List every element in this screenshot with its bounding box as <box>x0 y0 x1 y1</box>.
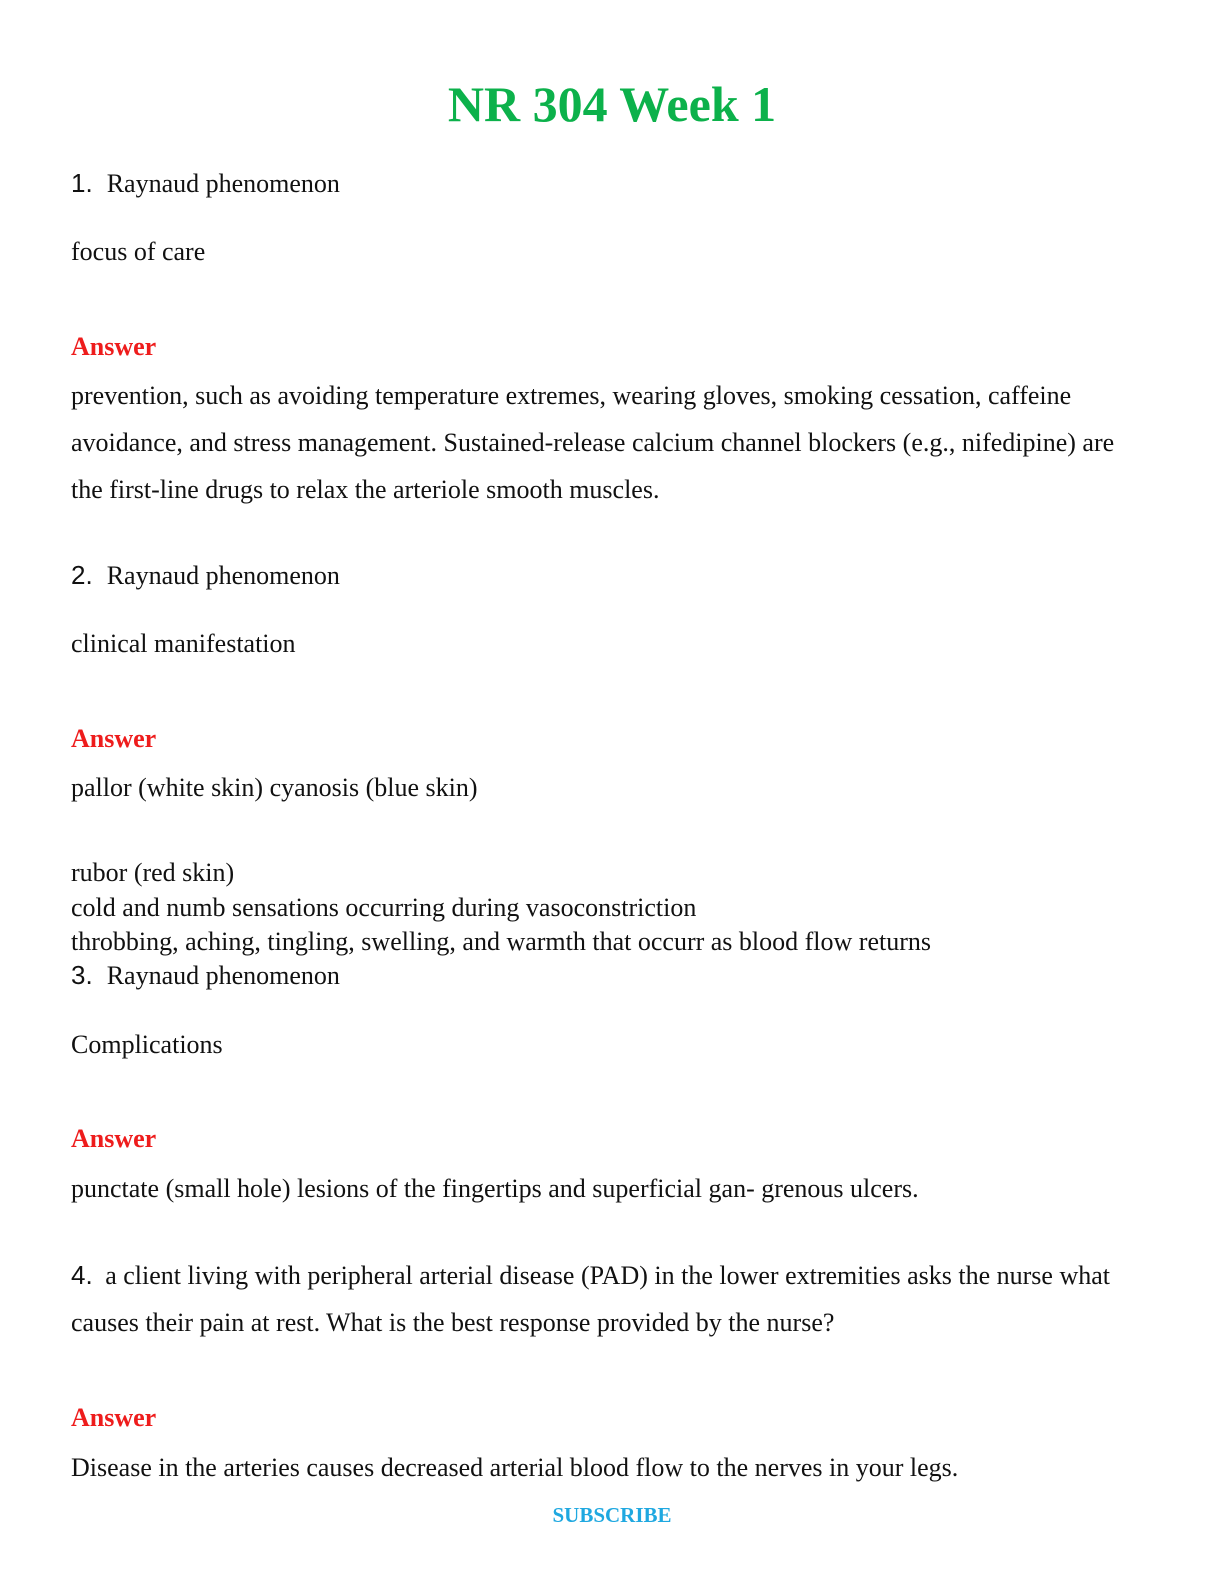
question-4-answer-label: Answer <box>71 1403 157 1432</box>
question-1-number: 1. <box>71 168 93 198</box>
question-1-heading <box>71 168 340 199</box>
question-2-answer-text: pallor (white skin) cyanosis (blue skin) <box>71 773 478 802</box>
question-3-answer-text: punctate (small hole) lesions of the fingertips and superficial gan- grenous ulcers. <box>71 1174 919 1203</box>
question-1-answer-label: Answer <box>71 332 157 361</box>
question-2-answer-line: rubor (red skin) <box>71 858 235 887</box>
question-4-heading <box>71 1252 1151 1346</box>
question-3-number: 3. <box>71 960 93 990</box>
page-title: NR 304 Week 1 <box>447 76 777 132</box>
question-1-answer-text: prevention, such as avoiding temperature extremes, wearing gloves, smoking cessation, caffeine avoidance, and stress management. Sustained-release calcium channel blockers (e.g., nifedipine) are the first-line drugs to relax the arteriole smooth muscles. <box>71 381 1115 504</box>
question-3-heading <box>71 960 340 991</box>
question-4-text: a client living with peripheral arterial disease (PAD) in the lower extremities asks the nurse what causes their pain at rest. What is the best response provided by the nurse? <box>71 1261 1110 1337</box>
question-4-number: 4. <box>71 1260 93 1290</box>
question-2-answer-line: cold and numb sensations occurring during vasoconstriction <box>71 893 697 922</box>
question-2-subtopic: clinical manifestation <box>71 629 296 658</box>
question-2-heading <box>71 560 340 591</box>
question-3-answer-label: Answer <box>71 1124 157 1153</box>
question-1-subtopic: focus of care <box>71 237 206 266</box>
question-2-number: 2. <box>71 560 93 590</box>
question-2-answer-label: Answer <box>71 724 157 753</box>
question-1-topic: Raynaud phenomenon <box>106 169 340 198</box>
question-2-answer-line: throbbing, aching, tingling, swelling, and warmth that occurr as blood flow returns <box>71 927 931 956</box>
question-3-topic: Raynaud phenomenon <box>106 961 340 990</box>
question-2-topic: Raynaud phenomenon <box>106 561 340 590</box>
question-3-subtopic: Complications <box>71 1030 223 1059</box>
subscribe-link[interactable]: SUBSCRIBE <box>552 1503 672 1527</box>
question-4-answer-text: Disease in the arteries causes decreased arterial blood flow to the nerves in your legs. <box>71 1453 959 1482</box>
